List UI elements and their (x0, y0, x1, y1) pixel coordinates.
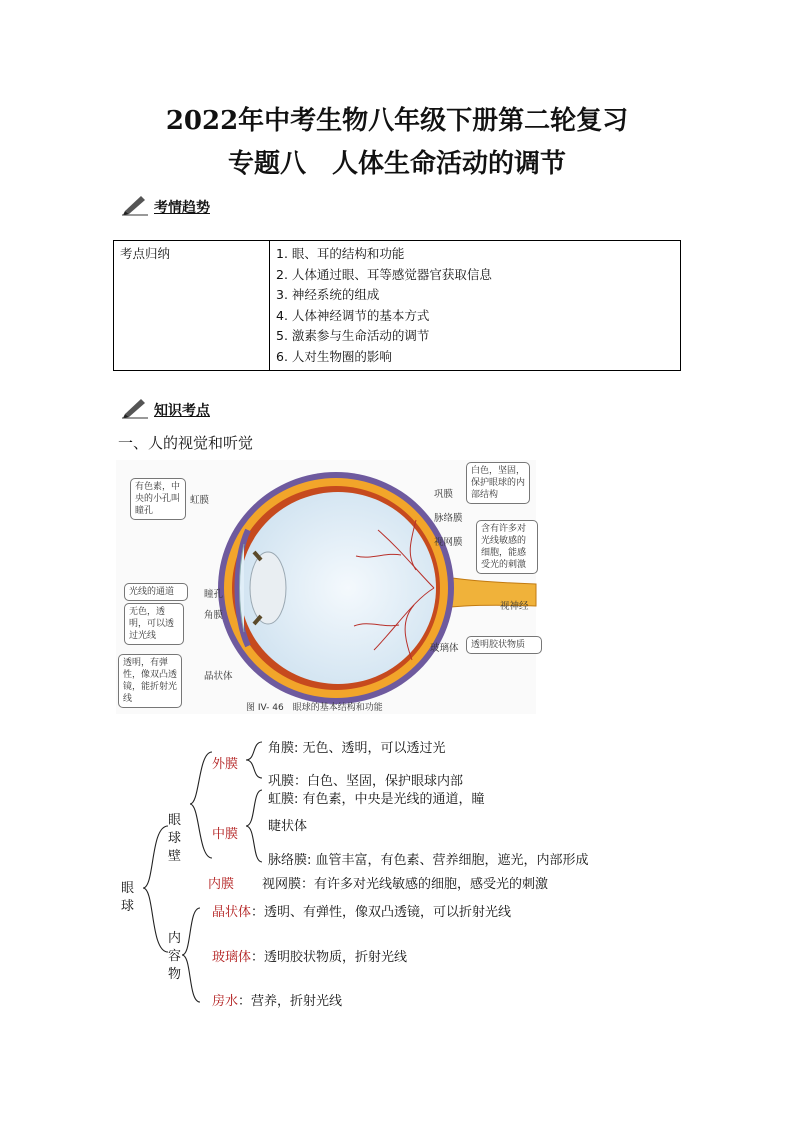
cornea-callout: 无色，透明，可以透过光线 (124, 603, 184, 645)
wall-brace (190, 752, 212, 858)
choroid-item: 脉络膜: 血管丰富，有色素、营养细胞，遮光，内部形成 (268, 853, 589, 868)
vitreous-callout: 透明胶状物质 (466, 636, 542, 654)
list-item: 2. 人体通过眼、耳等感觉器官获取信息 (276, 266, 492, 282)
mindmap-contents: 内容物 (168, 931, 182, 982)
optic-nerve-label: 视神经 (500, 601, 529, 612)
lens-callout: 透明，有弹性，像双凸透镜，能折射光线 (118, 654, 182, 708)
outer-brace (246, 742, 262, 778)
list-item: 3. 神经系统的组成 (276, 287, 380, 302)
vitreous-item-name: 玻璃体 (212, 950, 252, 965)
ciliary-item: 睫状体 (268, 819, 308, 834)
cornea-label: 角膜 (204, 610, 224, 621)
sclera-label: 巩膜 (434, 489, 454, 500)
vitreous-item (212, 946, 407, 965)
mindmap-wall: 眼球壁 (168, 813, 182, 864)
contents-brace (182, 908, 200, 1002)
middle-brace (246, 790, 262, 862)
page-title: 2022年中考生物八年级下册第二轮复习 (165, 106, 629, 136)
lens-item-name: 晶状体 (212, 905, 252, 920)
root-brace (143, 826, 168, 952)
lens-label: 晶状体 (204, 671, 233, 682)
pupil-callout: 光线的通道 (124, 583, 188, 601)
subsection-heading: 一、人的视觉和听觉 (118, 434, 254, 452)
iris-label: 虹膜 (190, 495, 210, 506)
cornea-item: 角膜: 无色、透明，可以透过光 (268, 741, 446, 756)
iris-item: 虹膜: 有色素，中央是光线的通道，瞳 (268, 792, 485, 807)
table-left-cell: 考点归纳 (114, 241, 270, 371)
iris-callout: 有色素，中央的小孔叫瞳孔 (130, 478, 186, 520)
figure-caption: 图 IV- 46 眼球的基本结构和功能 (246, 703, 383, 713)
choroid-label: 脉络膜 (434, 513, 463, 524)
page-subtitle: 专题八 人体生命活动的调节 (227, 149, 566, 179)
pupil-label: 瞳孔 (204, 589, 224, 600)
retina-item: 视网膜：有许多对光线敏感的细胞，感受光的刺激 (262, 877, 549, 892)
retina-callout: 含有许多对光线敏感的细胞，能感受光的刺激 (476, 520, 538, 574)
sclera-item: 巩膜：白色、坚固，保护眼球内部 (268, 774, 464, 789)
inner-layer-label: 内膜 (208, 877, 235, 892)
aqueous-item (212, 990, 342, 1009)
aqueous-item-name: 房水 (212, 994, 239, 1009)
list-item: 5. 激素参与生命活动的调节 (276, 328, 430, 343)
aqueous-item-desc: ：营养，折射光线 (238, 994, 343, 1009)
mindmap-root: 眼球 (121, 881, 135, 914)
vitreous-label: 玻璃体 (430, 643, 459, 654)
outer-layer-label: 外膜 (212, 757, 239, 772)
list-item: 6. 人对生物圈的影响 (276, 348, 392, 364)
section-knowledge-label: 知识考点 (154, 403, 210, 419)
middle-layer-label: 中膜 (212, 827, 239, 842)
lens-item-desc: ：透明、有弹性，像双凸透镜，可以折射光线 (251, 905, 512, 920)
retina-label: 视网膜 (434, 537, 463, 548)
list-item: 1. 眼、耳的结构和功能 (276, 246, 405, 261)
vitreous-item-desc: ：透明胶状物质，折射光线 (251, 950, 408, 965)
sclera-callout: 白色，坚固，保护眼球的内部结构 (466, 462, 530, 504)
section-trend-label: 考情趋势 (154, 200, 210, 216)
lens-item (212, 901, 511, 920)
list-item: 4. 人体神经调节的基本方式 (276, 307, 430, 323)
